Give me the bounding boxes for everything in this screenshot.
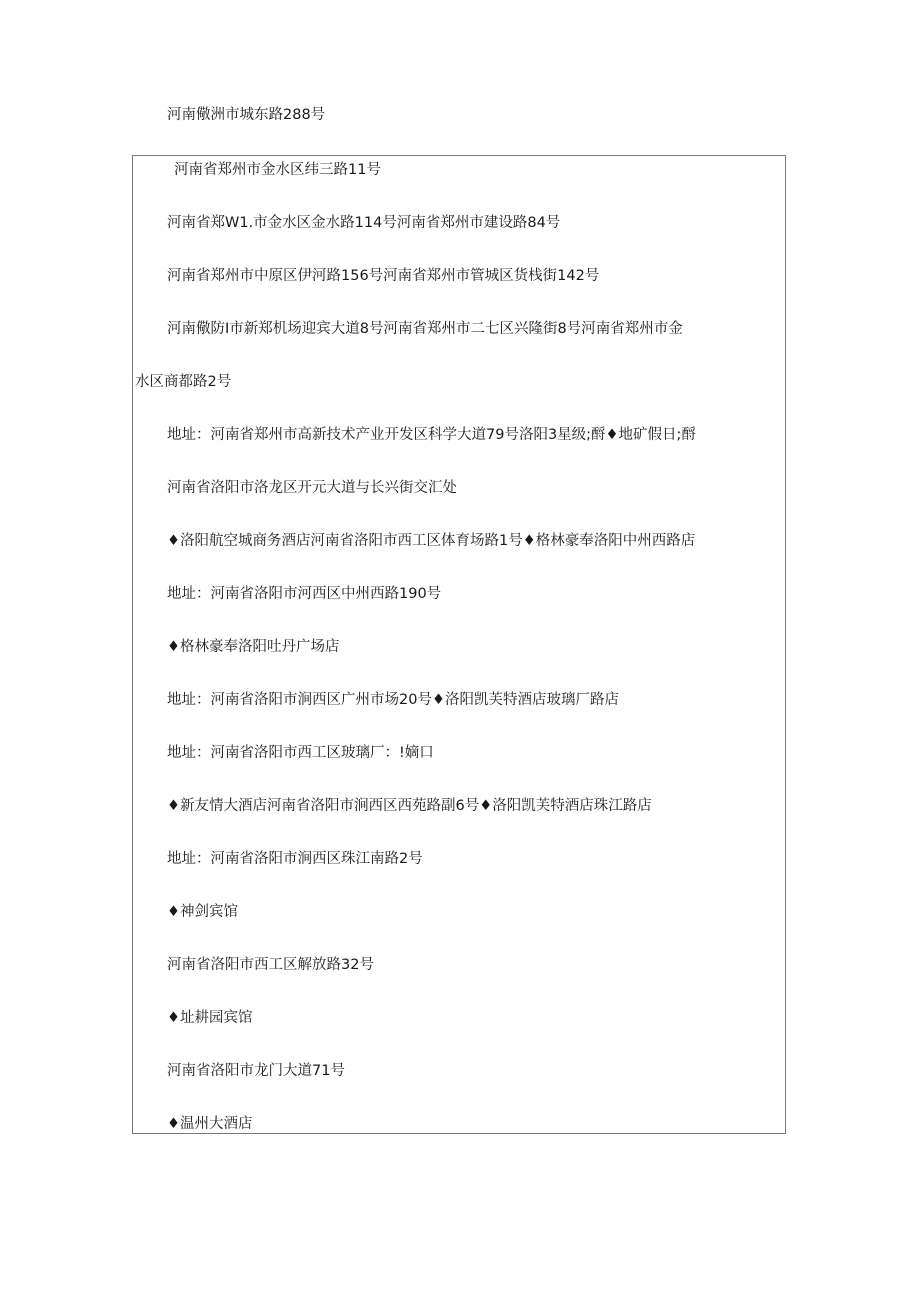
address-table-box bbox=[132, 155, 786, 1134]
address-line: ♦址耕园宾馆 bbox=[167, 1010, 253, 1026]
address-line: 河南省洛阳市西工区解放路32号 bbox=[167, 957, 374, 973]
address-line: ♦格林豪奉洛阳吐丹广场店 bbox=[167, 639, 340, 655]
address-line-continuation: 水区商都路2号 bbox=[135, 374, 232, 390]
address-line: 地址：河南省洛阳市河西区中州西路190号 bbox=[167, 586, 442, 602]
address-line: 河南省郑州市金水区纬三路11号 bbox=[174, 162, 381, 178]
address-line: ♦温州大酒店 bbox=[167, 1116, 253, 1132]
address-line: 河南省郑W1.市金水区金水路114号河南省郑州市建设路84号 bbox=[167, 215, 561, 231]
address-line: ♦神剑宾馆 bbox=[167, 904, 238, 920]
address-line: 地址：河南省洛阳市涧西区广州市场20号♦洛阳凯芙特酒店玻璃厂路店 bbox=[167, 692, 619, 708]
address-line: 河南儆防I市新郑机场迎宾大道8号河南省郑州市二七区兴隆街8号河南省郑州市金 bbox=[167, 321, 683, 337]
address-line: 河南省洛阳市龙门大道71号 bbox=[167, 1063, 345, 1079]
address-line: ♦新友情大酒店河南省洛阳市涧西区西苑路副6号♦洛阳凯芙特酒店珠江路店 bbox=[167, 798, 652, 814]
address-line: ♦洛阳航空城商务酒店河南省洛阳市西工区体育场路1号♦格林豪奉洛阳中州西路店 bbox=[167, 533, 696, 549]
address-line: 河南省洛阳市洛龙区开元大道与长兴街交汇处 bbox=[167, 480, 457, 496]
address-line: 地址：河南省洛阳市西工区玻璃厂：!嫡口 bbox=[167, 745, 434, 761]
address-line: 地址：河南省洛阳市涧西区珠江南路2号 bbox=[167, 851, 423, 867]
address-line: 河南省郑州市中原区伊河路156号河南省郑州市管城区货栈街142号 bbox=[167, 268, 600, 284]
address-line-header: 河南儆洲市城东路288号 bbox=[167, 107, 326, 123]
address-line: 地址：河南省郑州市高新技术产业开发区科学大道79号洛阳3星级;酹♦地矿假日;酹 bbox=[167, 427, 696, 443]
